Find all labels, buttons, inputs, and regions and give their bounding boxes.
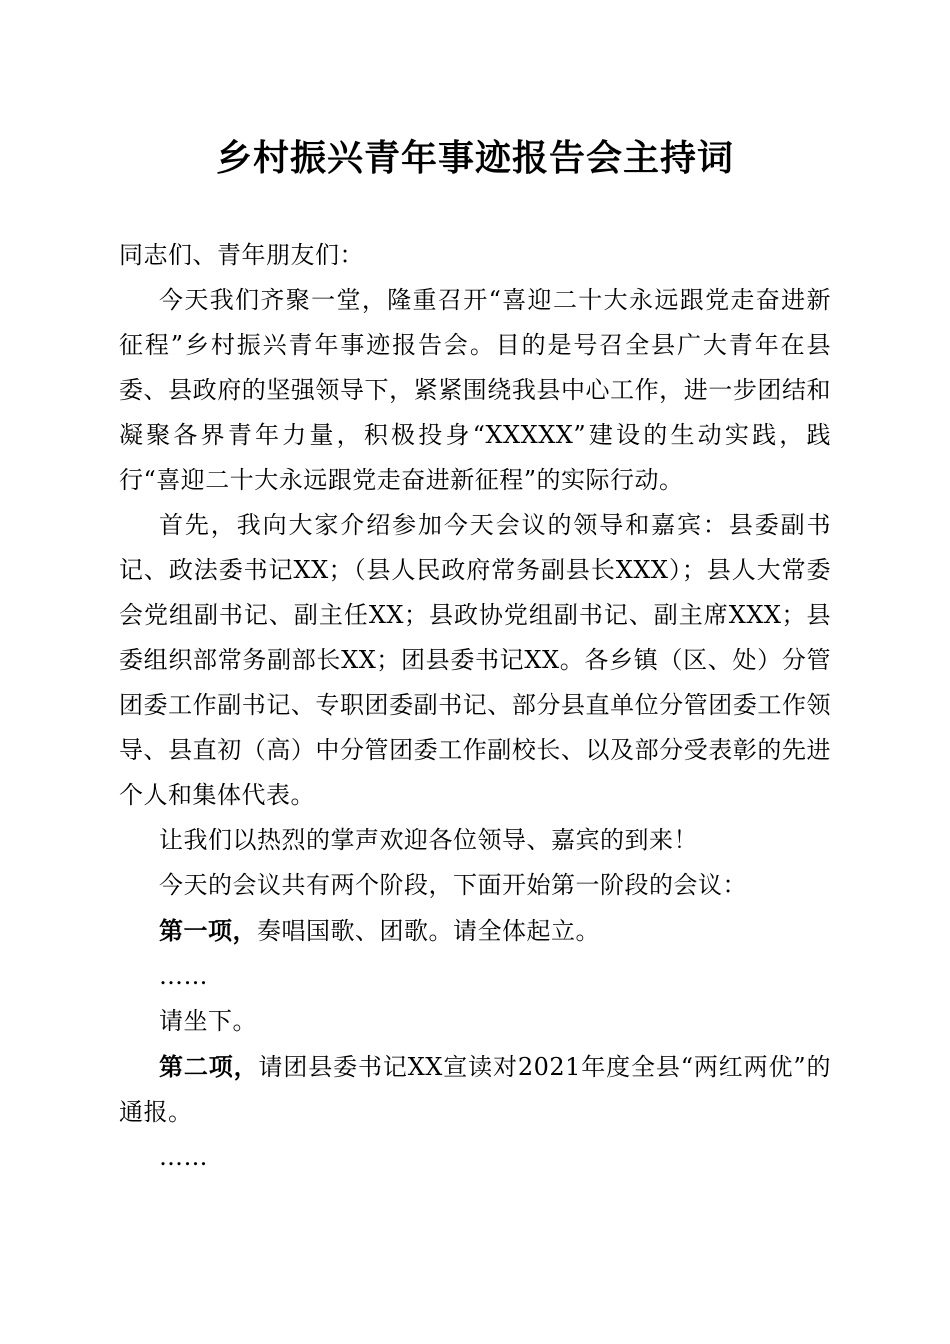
agenda-item-2-text: 请团县委书记XX宣读对2021年度全县“两红两优”的通报。 xyxy=(119,1053,832,1126)
paragraph-sit-down: 请坐下。 xyxy=(159,1007,257,1035)
document-body xyxy=(119,233,831,1180)
document-title: 乡村振兴青年事迹报告会主持词 xyxy=(215,138,734,179)
paragraph-opening: 今天我们齐聚一堂，隆重召开“喜迎二十大永远跟党走奋进新征程”乡村振兴青年事迹报告会。目的是号召全县广大青年在县委、县政府的坚强领导下，紧紧围绕我县中心工作，进一步团结和凝聚各界青年力量，积极投身“XXXXX”建设的生动实践，践行“喜迎二十大永远跟党走奋进新征程”的实际行动。 xyxy=(119,286,831,494)
salutation: 同志们、青年朋友们： xyxy=(119,241,364,269)
ellipsis-2: …… xyxy=(159,1143,208,1171)
paragraph-introductions: 首先，我向大家介绍参加今天会议的领导和嘉宾：县委副书记、政法委书记XX；（县人民政府常务副县长XXX）；县人大常委会党组副书记、副主任XX；县政协党组副书记、副主席XXX；县委组织部常务副部长XX；团县委书记XX。各乡镇（区、处）分管团委工作副书记、专职团委副书记、部分县直单位分管团委工作领导、县直初（高）中分管团委工作副校长、以及部分受表彰的先进个人和集体代表。 xyxy=(119,511,831,809)
agenda-item-2-label: 第二项， xyxy=(159,1052,259,1081)
paragraph-stages: 今天的会议共有两个阶段，下面开始第一阶段的会议： xyxy=(159,871,747,899)
ellipsis-1: …… xyxy=(159,962,208,990)
agenda-item-1-text: 奏唱国歌、团歌。请全体起立。 xyxy=(257,917,600,945)
agenda-item-1 xyxy=(119,908,831,954)
paragraph-welcome: 让我们以热烈的掌声欢迎各位领导、嘉宾的到来！ xyxy=(159,826,698,854)
agenda-item-2 xyxy=(119,1044,831,1135)
agenda-item-1-label: 第一项， xyxy=(159,916,257,945)
